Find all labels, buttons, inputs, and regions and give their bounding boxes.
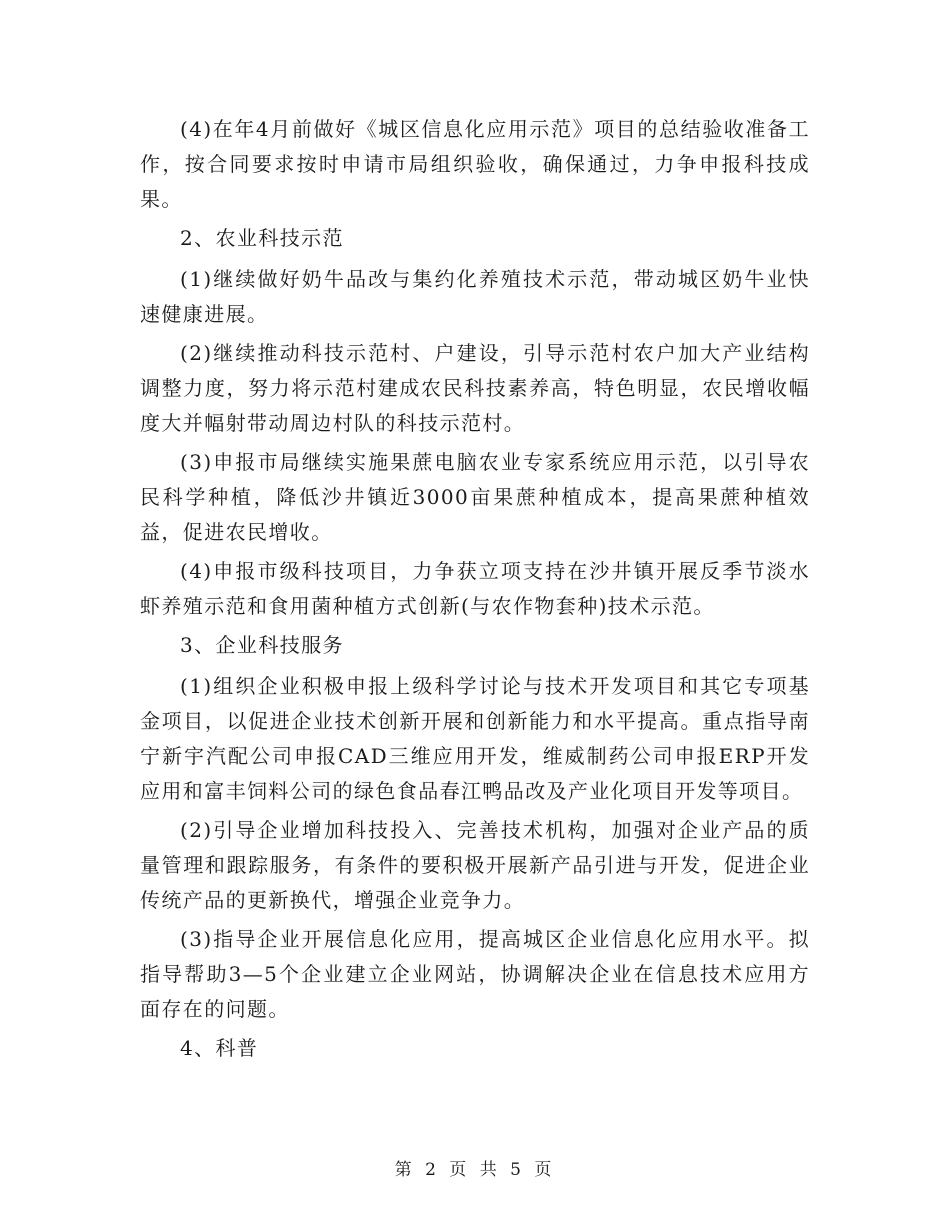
paragraph: (3)指导企业开展信息化应用，提高城区企业信息化应用水平。拟指导帮助3—5个企业建立企业网站，协调解决企业在信息技术应用方面存在的问题。 bbox=[140, 927, 810, 1021]
paragraph: (4)在年4月前做好《城区信息化应用示范》项目的总结验收准备工作，按合同要求按时申请市局组织验收，确保通过，力争申报科技成果。 bbox=[140, 117, 810, 211]
paragraph: (3)申报市局继续实施果蔗电脑农业专家系统应用示范，以引导农民科学种植，降低沙井镇近3000亩果蔗种植成本，提高果蔗种植效益，促进农民增收。 bbox=[140, 450, 810, 544]
page-footer: 第 2 页 共 5 页 bbox=[394, 1160, 556, 1180]
paragraph: (2)继续推动科技示范村、户建设，引导示范村农户加大产业结构调整力度，努力将示范村建成农民科技素养高，特色明显，农民增收幅度大并幅射带动周边村队的科技示范村。 bbox=[140, 341, 810, 435]
section-heading: 4、科普 bbox=[180, 1036, 259, 1060]
paragraph: (1)组织企业积极申报上级科学讨论与技术开发项目和其它专项基金项目，以促进企业技术创新开展和创新能力和水平提高。重点指导南宁新宇汽配公司申报CAD三维应用开发，维威制药公司申报ERP开发应用和富丰饲料公司的绿色食品春江鸭品改及产业化项目开发等项目。 bbox=[140, 674, 810, 803]
section-heading: 2、农业科技示范 bbox=[180, 226, 344, 250]
paragraph: (1)继续做好奶牛品改与集约化养殖技术示范，带动城区奶牛业快速健康进展。 bbox=[140, 267, 810, 326]
paragraph: (2)引导企业增加科技投入、完善技术机构，加强对企业产品的质量管理和跟踪服务，有条件的要积极开展新产品引进与开发，促进企业传统产品的更新换代，增强企业竞争力。 bbox=[140, 818, 810, 912]
document-body bbox=[140, 112, 810, 1072]
section-heading: 3、企业科技服务 bbox=[180, 633, 344, 657]
paragraph: (4)申报市级科技项目，力争获立项支持在沙井镇开展反季节淡水虾养殖示范和食用菌种植方式创新(与农作物套种)技术示范。 bbox=[140, 559, 810, 618]
